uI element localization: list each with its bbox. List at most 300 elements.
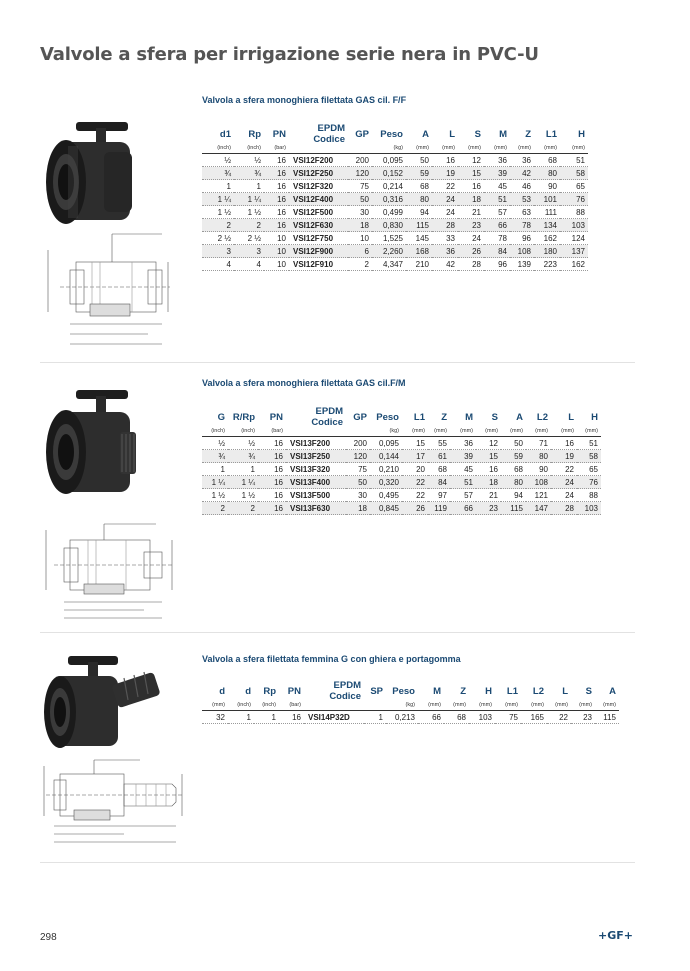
- col-header: L1: [506, 685, 518, 697]
- col-header: EPDM Codice: [311, 406, 343, 428]
- table-cell: 16: [258, 489, 286, 502]
- col-header: GP: [355, 128, 369, 140]
- col-header: M: [499, 128, 507, 140]
- table-cell: 68: [444, 711, 469, 724]
- table-cell: 45: [450, 463, 476, 476]
- table-cell: 24: [432, 193, 458, 206]
- col-header: d: [219, 685, 225, 697]
- table-cell: 57: [450, 489, 476, 502]
- product-code-cell: VSI12F250: [289, 167, 348, 180]
- col-header: A: [422, 128, 429, 140]
- unit-label: (mm): [432, 145, 458, 154]
- table-cell: 55: [428, 437, 450, 450]
- col-header: SP: [370, 685, 383, 697]
- unit-label: (mm): [484, 145, 510, 154]
- table-cell: 39: [484, 167, 510, 180]
- table-row: [202, 193, 588, 206]
- table-cell: 103: [560, 219, 588, 232]
- table-cell: 80: [501, 476, 526, 489]
- product-code-cell: VSI12F750: [289, 232, 348, 245]
- table-cell: 65: [577, 463, 601, 476]
- table-cell: 16: [458, 180, 484, 193]
- product-code-cell: VSI13F500: [286, 489, 346, 502]
- table-cell: 80: [406, 193, 432, 206]
- table-cell: 97: [428, 489, 450, 502]
- table-cell: 16: [264, 219, 289, 232]
- table-cell: 28: [551, 502, 577, 515]
- table-cell: 3: [234, 245, 264, 258]
- table-row: [202, 219, 588, 232]
- table-cell: 68: [501, 463, 526, 476]
- table-cell: 30: [348, 206, 372, 219]
- table-cell: 50: [348, 193, 372, 206]
- table-cell: 30: [346, 489, 370, 502]
- table-cell: 0,144: [370, 450, 402, 463]
- table-cell: 101: [534, 193, 560, 206]
- table-cell: 1 ¼: [228, 476, 258, 489]
- unit-label: (kg): [370, 428, 402, 437]
- table-cell: 94: [501, 489, 526, 502]
- table-cell: ¾: [202, 167, 234, 180]
- table-cell: 2: [234, 219, 264, 232]
- valve-drawing-ff: [40, 220, 180, 350]
- table-cell: 58: [560, 167, 588, 180]
- units-row: [202, 702, 619, 711]
- product-code-cell: VSI13F320: [286, 463, 346, 476]
- table-cell: 0,320: [370, 476, 402, 489]
- table-cell: 2 ½: [202, 232, 234, 245]
- table-cell: 134: [534, 219, 560, 232]
- table-cell: 165: [521, 711, 547, 724]
- table-cell: 16: [258, 502, 286, 515]
- table-cell: 28: [458, 258, 484, 271]
- table-cell: 10: [348, 232, 372, 245]
- table-cell: 96: [484, 258, 510, 271]
- table-cell: 2 ½: [234, 232, 264, 245]
- table-cell: 21: [476, 489, 501, 502]
- col-header: L: [568, 411, 574, 423]
- table-cell: 26: [458, 245, 484, 258]
- table-cell: 66: [484, 219, 510, 232]
- table-row: [202, 463, 601, 476]
- unit-label: (kg): [386, 702, 418, 711]
- table-header-row: [202, 123, 588, 145]
- table-cell: 15: [476, 450, 501, 463]
- col-header: Z: [460, 685, 466, 697]
- unit-label: (mm): [547, 702, 571, 711]
- col-header: Peso: [392, 685, 415, 697]
- unit-label: (mm): [521, 702, 547, 711]
- table-cell: 21: [458, 206, 484, 219]
- table-cell: 22: [402, 489, 428, 502]
- table-cell: 51: [560, 154, 588, 167]
- table-cell: 20: [402, 463, 428, 476]
- table-cell: 4: [202, 258, 234, 271]
- table-cell: 162: [534, 232, 560, 245]
- table-row: [202, 180, 588, 193]
- table-cell: 18: [346, 502, 370, 515]
- table-cell: 80: [526, 450, 551, 463]
- table-row: [202, 437, 601, 450]
- table-cell: ½: [234, 154, 264, 167]
- table-cell: 59: [501, 450, 526, 463]
- table-cell: ½: [228, 437, 258, 450]
- table-cell: 16: [264, 180, 289, 193]
- table-cell: 84: [484, 245, 510, 258]
- table-cell: 51: [484, 193, 510, 206]
- table-cell: 16: [551, 437, 577, 450]
- table-cell: 68: [534, 154, 560, 167]
- table-cell: 2,260: [372, 245, 406, 258]
- table-cell: 137: [560, 245, 588, 258]
- table-cell: 1,525: [372, 232, 406, 245]
- table-cell: 16: [264, 193, 289, 206]
- unit-label: (mm): [418, 702, 444, 711]
- table-cell: 108: [510, 245, 534, 258]
- table-cell: 65: [560, 180, 588, 193]
- table-cell: 28: [432, 219, 458, 232]
- unit-label: (mm): [595, 702, 619, 711]
- table-cell: 16: [258, 450, 286, 463]
- table-cell: 120: [348, 167, 372, 180]
- table-cell: 94: [406, 206, 432, 219]
- unit-label: (inch): [202, 428, 228, 437]
- table-cell: 0,152: [372, 167, 406, 180]
- col-header: A: [516, 411, 523, 423]
- col-header-code: [286, 406, 346, 428]
- col-header: A: [609, 685, 616, 697]
- col-header-code: [304, 680, 364, 702]
- col-header: S: [491, 411, 498, 423]
- table-cell: 115: [501, 502, 526, 515]
- table-row: [202, 206, 588, 219]
- table-cell: 17: [402, 450, 428, 463]
- spec-table-hose: [202, 680, 619, 724]
- table-cell: 2: [228, 502, 258, 515]
- gf-logo: +GF+: [598, 929, 633, 942]
- table-cell: 50: [501, 437, 526, 450]
- table-cell: 115: [595, 711, 619, 724]
- unit-label: [286, 428, 346, 437]
- unit-label: (mm): [551, 428, 577, 437]
- table-cell: 121: [526, 489, 551, 502]
- table-cell: 2: [202, 219, 234, 232]
- table-cell: 1 ½: [234, 206, 264, 219]
- valve-drawing-fm: [40, 510, 180, 625]
- table-cell: 23: [571, 711, 595, 724]
- table-cell: 76: [577, 476, 601, 489]
- table-cell: 180: [534, 245, 560, 258]
- unit-label: (mm): [534, 145, 560, 154]
- table-row: [202, 245, 588, 258]
- table-cell: 88: [577, 489, 601, 502]
- table-cell: 1 ¼: [202, 193, 234, 206]
- table-cell: 0,495: [370, 489, 402, 502]
- unit-label: (bar): [258, 428, 286, 437]
- table-cell: 75: [348, 180, 372, 193]
- table-cell: 147: [526, 502, 551, 515]
- table-cell: 1: [254, 711, 279, 724]
- table-row: [202, 154, 588, 167]
- valve-photo-hose: [40, 648, 170, 758]
- product-code-cell: VSI12F200: [289, 154, 348, 167]
- unit-label: (mm): [406, 145, 432, 154]
- table-cell: 71: [526, 437, 551, 450]
- table-cell: 0,095: [372, 154, 406, 167]
- unit-label: (mm): [560, 145, 588, 154]
- table-cell: 16: [476, 463, 501, 476]
- col-header: S: [474, 128, 481, 140]
- section-ff-valve: [40, 90, 640, 365]
- col-header: H: [591, 411, 598, 423]
- col-header: d1: [219, 128, 231, 140]
- table-cell: 75: [346, 463, 370, 476]
- table-cell: 50: [346, 476, 370, 489]
- units-row: [202, 428, 601, 437]
- table-cell: 96: [510, 232, 534, 245]
- table-header-row: [202, 680, 619, 702]
- table-body: [202, 437, 601, 515]
- product-code-cell: VSI12F910: [289, 258, 348, 271]
- col-header: L2: [532, 685, 544, 697]
- section-divider: [40, 362, 635, 363]
- col-header: Peso: [380, 128, 403, 140]
- unit-label: (mm): [444, 702, 469, 711]
- table-cell: 16: [264, 154, 289, 167]
- table-cell: 16: [264, 206, 289, 219]
- col-header: GP: [353, 411, 367, 423]
- table-cell: 78: [510, 219, 534, 232]
- table-cell: 0,499: [372, 206, 406, 219]
- col-header: H: [485, 685, 492, 697]
- table-cell: 12: [476, 437, 501, 450]
- table-cell: 168: [406, 245, 432, 258]
- table-cell: 24: [551, 476, 577, 489]
- table-cell: 58: [577, 450, 601, 463]
- col-header: PN: [269, 411, 283, 423]
- table-cell: 103: [469, 711, 495, 724]
- section-title: Valvola a sfera filettata femmina G con ghiera e portagomma: [202, 654, 461, 664]
- section-title: Valvola a sfera monoghiera filettata GAS cil. F/F: [202, 95, 407, 105]
- table-row: [202, 489, 601, 502]
- unit-label: (mm): [495, 702, 521, 711]
- table-cell: 0,316: [372, 193, 406, 206]
- product-code-cell: VSI12F400: [289, 193, 348, 206]
- unit-label: (mm): [450, 428, 476, 437]
- unit-label: (mm): [476, 428, 501, 437]
- table-cell: 2: [202, 502, 228, 515]
- unit-label: [346, 428, 370, 437]
- table-cell: 53: [510, 193, 534, 206]
- table-cell: 78: [484, 232, 510, 245]
- table-cell: 51: [577, 437, 601, 450]
- table-cell: 108: [526, 476, 551, 489]
- table-row: [202, 476, 601, 489]
- table-cell: 84: [428, 476, 450, 489]
- table-cell: 1: [228, 711, 254, 724]
- unit-label: (mm): [510, 145, 534, 154]
- table-row: [202, 258, 588, 271]
- page-number: 298: [40, 932, 57, 943]
- unit-label: (mm): [458, 145, 484, 154]
- table-cell: 115: [406, 219, 432, 232]
- product-code-cell: VSI14P32D: [304, 711, 364, 724]
- product-code-cell: VSI13F400: [286, 476, 346, 489]
- table-cell: 61: [428, 450, 450, 463]
- table-cell: 76: [560, 193, 588, 206]
- table-cell: 57: [484, 206, 510, 219]
- section-divider: [40, 862, 635, 863]
- table-cell: 68: [428, 463, 450, 476]
- section-title: Valvola a sfera monoghiera filettata GAS cil.F/M: [202, 378, 406, 388]
- table-row: [202, 232, 588, 245]
- unit-label: (mm): [501, 428, 526, 437]
- table-cell: 0,213: [386, 711, 418, 724]
- table-cell: 80: [534, 167, 560, 180]
- table-cell: 0,214: [372, 180, 406, 193]
- table-cell: 23: [476, 502, 501, 515]
- unit-label: [348, 145, 372, 154]
- unit-label: (mm): [577, 428, 601, 437]
- product-code-cell: VSI13F200: [286, 437, 346, 450]
- col-header: PN: [272, 128, 286, 140]
- table-cell: 36: [484, 154, 510, 167]
- table-cell: 1: [228, 463, 258, 476]
- table-cell: 223: [534, 258, 560, 271]
- table-cell: 66: [450, 502, 476, 515]
- table-cell: 210: [406, 258, 432, 271]
- table-cell: 18: [458, 193, 484, 206]
- table-row: [202, 502, 601, 515]
- table-cell: 26: [402, 502, 428, 515]
- unit-label: (kg): [372, 145, 406, 154]
- table-cell: 12: [458, 154, 484, 167]
- unit-label: (mm): [402, 428, 428, 437]
- table-cell: 200: [348, 154, 372, 167]
- section-fm-valve: [40, 370, 640, 630]
- table-cell: 4,347: [372, 258, 406, 271]
- table-cell: 59: [406, 167, 432, 180]
- table-cell: 10: [264, 258, 289, 271]
- col-header: L: [562, 685, 568, 697]
- table-cell: 139: [510, 258, 534, 271]
- table-cell: 24: [551, 489, 577, 502]
- unit-label: (mm): [469, 702, 495, 711]
- table-cell: 1: [234, 180, 264, 193]
- table-cell: 22: [432, 180, 458, 193]
- table-cell: 1 ½: [202, 489, 228, 502]
- table-cell: 1: [202, 463, 228, 476]
- table-cell: 6: [348, 245, 372, 258]
- col-header: EPDM Codice: [329, 680, 361, 702]
- col-header: Rp: [263, 685, 276, 697]
- table-cell: 19: [551, 450, 577, 463]
- col-header: L1: [413, 411, 425, 423]
- col-header: L1: [545, 128, 557, 140]
- table-cell: 66: [418, 711, 444, 724]
- table-cell: 63: [510, 206, 534, 219]
- table-body: [202, 711, 619, 724]
- col-header-code: [289, 123, 348, 145]
- table-cell: 18: [476, 476, 501, 489]
- table-cell: 16: [432, 154, 458, 167]
- spec-table-fm: [202, 406, 601, 515]
- product-code-cell: VSI13F250: [286, 450, 346, 463]
- table-cell: 1: [202, 180, 234, 193]
- unit-label: (inch): [228, 702, 254, 711]
- col-header: M: [465, 411, 473, 423]
- table-cell: 88: [560, 206, 588, 219]
- col-header: d: [245, 685, 251, 697]
- table-cell: 2: [348, 258, 372, 271]
- unit-label: (mm): [571, 702, 595, 711]
- table-cell: ¾: [202, 450, 228, 463]
- table-cell: 16: [258, 476, 286, 489]
- table-row: [202, 167, 588, 180]
- col-header: EPDM Codice: [313, 123, 345, 145]
- table-cell: 10: [264, 232, 289, 245]
- table-cell: 16: [258, 463, 286, 476]
- table-cell: 119: [428, 502, 450, 515]
- table-cell: 90: [526, 463, 551, 476]
- table-cell: 0,830: [372, 219, 406, 232]
- unit-label: (inch): [234, 145, 264, 154]
- table-cell: ½: [202, 154, 234, 167]
- table-cell: 42: [510, 167, 534, 180]
- table-cell: 24: [458, 232, 484, 245]
- table-body: [202, 154, 588, 271]
- table-cell: 0,210: [370, 463, 402, 476]
- col-header: Peso: [376, 411, 399, 423]
- table-cell: 200: [346, 437, 370, 450]
- unit-label: (inch): [228, 428, 258, 437]
- unit-label: (bar): [264, 145, 289, 154]
- col-header: Z: [441, 411, 447, 423]
- table-cell: 18: [348, 219, 372, 232]
- unit-label: (inch): [254, 702, 279, 711]
- spec-table-ff: [202, 123, 588, 271]
- table-cell: ½: [202, 437, 228, 450]
- table-cell: 22: [402, 476, 428, 489]
- col-header: M: [433, 685, 441, 697]
- table-cell: 10: [264, 245, 289, 258]
- col-header: G: [217, 411, 225, 423]
- units-row: [202, 145, 588, 154]
- unit-label: (inch): [202, 145, 234, 154]
- valve-photo-fm: [40, 382, 140, 512]
- table-cell: 75: [495, 711, 521, 724]
- col-header: S: [585, 685, 592, 697]
- table-cell: 19: [432, 167, 458, 180]
- col-header: L: [449, 128, 455, 140]
- table-cell: 90: [534, 180, 560, 193]
- table-cell: 16: [279, 711, 304, 724]
- table-cell: 1 ½: [202, 206, 234, 219]
- unit-label: (mm): [428, 428, 450, 437]
- table-cell: 1 ¼: [202, 476, 228, 489]
- valve-drawing-hose: [40, 752, 190, 852]
- col-header: R/Rp: [232, 411, 255, 423]
- table-cell: 4: [234, 258, 264, 271]
- table-cell: ¾: [228, 450, 258, 463]
- section-divider: [40, 632, 635, 633]
- table-cell: 145: [406, 232, 432, 245]
- table-cell: 39: [450, 450, 476, 463]
- table-cell: 120: [346, 450, 370, 463]
- table-cell: 1: [364, 711, 386, 724]
- table-cell: 16: [264, 167, 289, 180]
- table-cell: 124: [560, 232, 588, 245]
